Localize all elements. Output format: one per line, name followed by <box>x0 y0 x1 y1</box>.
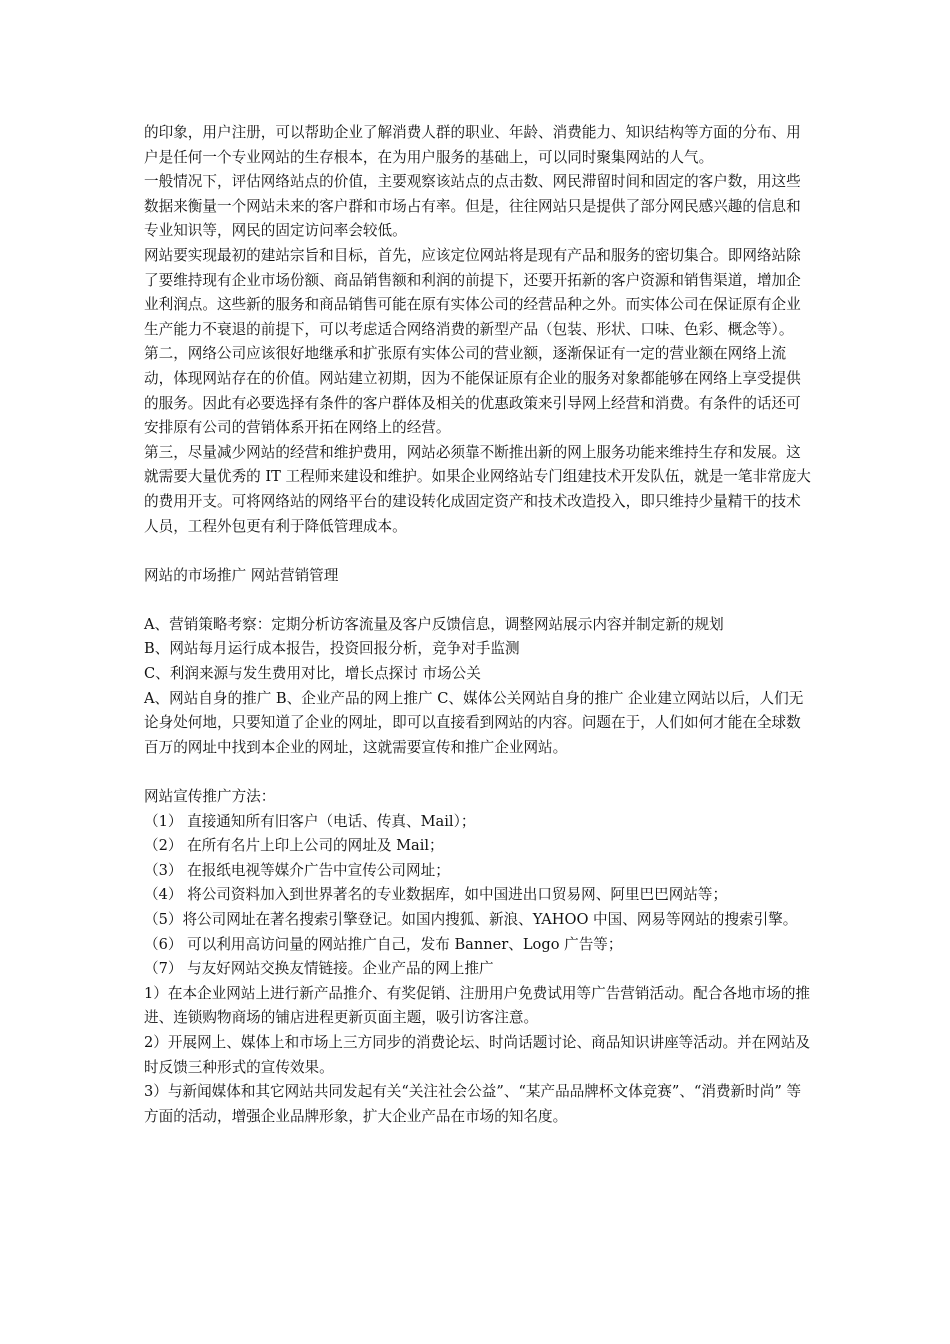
paragraph: 2）开展网上、媒体上和市场上三方同步的消费论坛、时尚话题讨论、商品知识讲座等活动。并在网站及时反馈三种形式的宣传效果。 <box>144 1033 811 1076</box>
list-item: （3） 在报纸电视等媒介广告中宣传公司网址； <box>144 861 450 879</box>
list-item: （2） 在所有名片上印上公司的网址及 Mail； <box>144 837 444 855</box>
list-item: （4） 将公司资料加入到世界著名的专业数据库，如中国进出口贸易网、阿里巴巴网站等； <box>144 886 728 904</box>
paragraph: A、营销策略考察：定期分析访客流量及客户反馈信息，调整网站展示内容并制定新的规划 <box>144 615 724 633</box>
paragraph: 的印象，用户注册，可以帮助企业了解消费人群的职业、年龄、消费能力、知识结构等方面的分布、用户是任何一个专业网站的生存根本，在为用户服务的基础上，可以同时聚集网站的人气。 <box>144 124 801 166</box>
paragraph: 网站要实现最初的建站宗旨和目标，首先，应该定位网站将是现有产品和服务的密切集合。即网络站除了要维持现有企业市场份额、商品销售额和利润的前提下，还要开拓新的客户资源和销售渠道，增加企业利润点。这些新的服务和商品销售可能在原有实体公司的经营品种之外。而实体公司在保证原有企业生产能力不衰退的前提下，可以考虑适合网络消费的新型产品（包装、形状、口味、色彩、概念等）。 <box>144 246 801 338</box>
paragraph: C、利润来源与发生费用对比，增长点探讨 市场公关 <box>144 665 481 683</box>
section-heading: 网站的市场推广 网站营销管理 <box>144 566 339 584</box>
section-heading: 网站宣传推广方法： <box>144 788 276 806</box>
paragraph: 第二，网络公司应该很好地继承和扩张原有实体公司的营业额，逐渐保证有一定的营业额在网络上流动，体现网站存在的价值。网站建立初期，因为不能保证原有企业的服务对象都能够在网络上享受提供的服务。因此有必要选择有条件的客户群体及相关的优惠政策来引导网上经营和消费。有条件的话还可安排原有公司的营销体系开拓在网络上的经营。 <box>144 345 801 437</box>
blank-line <box>144 588 812 613</box>
list-item: （7） 与友好网站交换友情链接。企业产品的网上推广 <box>144 960 494 978</box>
paragraph: 一般情况下，评估网络站点的价值，主要观察该站点的点击数、网民滞留时间和固定的客户数，用这些数据来衡量一个网站未来的客户群和市场占有率。但是，往往网站只是提供了部分网民感兴趣的信息和专业知识等，网民的固定访问率会较低。 <box>144 173 801 240</box>
blank-line <box>144 760 812 785</box>
blank-line <box>144 539 812 564</box>
paragraph: 第三，尽量减少网站的经营和维护费用，网站必须靠不断推出新的网上服务功能来维持生存和发展。这就需要大量优秀的 IT 工程师来建设和维护。如果企业网络站专门组建技术开发队伍，就是一笔非常庞大的费用开支。可将网络站的网络平台的建设转化成固定资产和技术改造投入，即只维持少量精干的技术人员，工程外包更有利于降低管理成本。 <box>144 443 811 535</box>
list-item: （1） 直接通知所有旧客户（电话、传真、Mail）； <box>144 812 476 830</box>
list-item: （6） 可以利用高访问量的网站推广自己，发布 Banner、Logo 广告等； <box>144 935 623 953</box>
paragraph: 1）在本企业网站上进行新产品推介、有奖促销、注册用户免费试用等广告营销活动。配合各地市场的推进、连锁购物商场的铺店进程更新页面主题，吸引访客注意。 <box>144 984 811 1027</box>
paragraph: A、网站自身的推广 B、企业产品的网上推广 C、媒体公关网站自身的推广 企业建立网站以后，人们无论身处何地，只要知道了企业的网址，即可以直接看到网站的内容。问题在于，人们如何才能在全球数百万的网址中找到本企业的网址，这就需要宣传和推广企业网站。 <box>144 689 804 756</box>
paragraph: 3）与新闻媒体和其它网站共同发起有关“关注社会公益”、“某产品品牌杯文体竞赛”、“消费新时尚” 等方面的活动，增强企业品牌形象，扩大企业产品在市场的知名度。 <box>144 1083 802 1125</box>
document-page <box>144 121 812 1129</box>
paragraph: B、网站每月运行成本报告，投资回报分析，竞争对手监测 <box>144 640 520 658</box>
list-item: （5）将公司网址在著名搜索引擎登记。如国内搜狐、新浪、YAHOO 中国、网易等网站的搜索引擎。 <box>144 911 798 928</box>
